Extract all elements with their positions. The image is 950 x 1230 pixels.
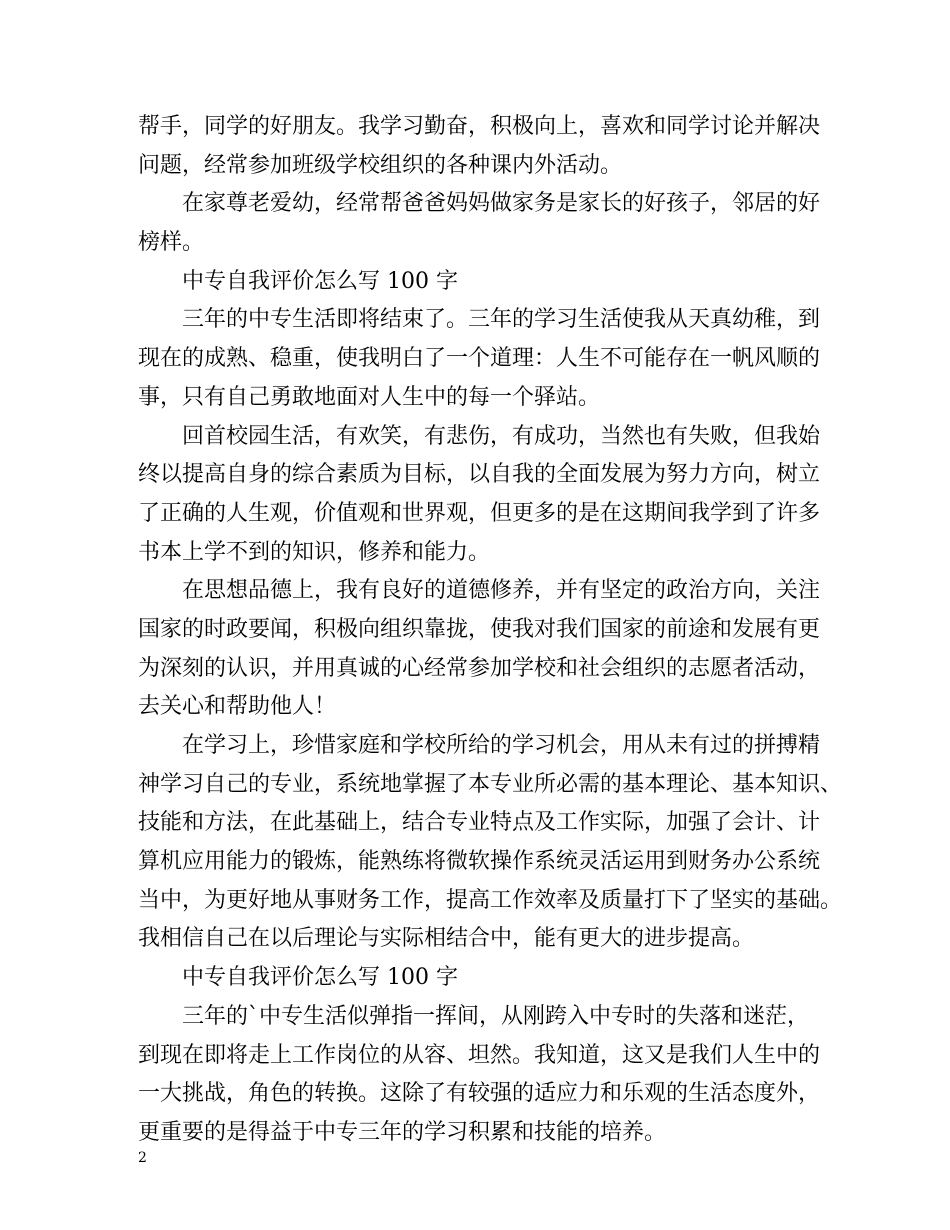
text-line: 问题，经常参加班级学校组织的各种课内外活动。 [138, 152, 623, 178]
text-line: 我相信自己在以后理论与实际相结合中，能有更大的进步提高。 [138, 926, 755, 952]
text-line: 一大挑战，角色的转换。这除了有较强的适应力和乐观的生活态度外， [138, 1081, 821, 1107]
text-line: 去关心和帮助他人！ [138, 694, 337, 720]
text-line: 为深刻的认识，并用真诚的心经常参加学校和社会组织的志愿者活动， [138, 655, 821, 681]
text-line: 三年的`中专生活似弹指一挥间，从刚跨入中专时的失落和迷茫， [182, 1003, 810, 1029]
text-line: 三年的中专生活即将结束了。三年的学习生活使我从天真幼稚，到 [182, 307, 821, 333]
text-line: 在思想品德上，我有良好的道德修养，并有坚定的政治方向，关注 [182, 578, 821, 604]
text-line: 了正确的人生观，价值观和世界观，但更多的是在这期间我学到了许多 [138, 500, 821, 526]
text-line: 终以提高自身的综合素质为目标，以自我的全面发展为努力方向，树立 [138, 462, 821, 488]
text-line: 算机应用能力的锻炼，能熟练将微软操作系统灵活运用到财务办公系统 [138, 849, 821, 875]
text-line: 事，只有自己勇敢地面对人生中的每一个驿站。 [138, 384, 601, 410]
text-line: 书本上学不到的知识，修养和能力。 [138, 539, 491, 565]
text-line: 国家的时政要闻，积极向组织靠拢，使我对我们国家的前途和发展有更 [138, 616, 821, 642]
document-body [138, 108, 843, 1153]
text-line: 技能和方法，在此基础上，结合专业特点及工作实际，加强了会计、计 [138, 810, 821, 836]
text-line: 神学习自己的专业，系统地掌握了本专业所必需的基本理论、基本知识、 [138, 771, 843, 797]
text-line: 当中，为更好地从事财务工作，提高工作效率及质量打下了坚实的基础。 [138, 887, 843, 913]
text-line: 榜样。 [138, 230, 205, 256]
section-heading: 中专自我评价怎么写 100 字 [182, 268, 458, 294]
section-heading: 中专自我评价怎么写 100 字 [182, 965, 458, 991]
text-line: 回首校园生活，有欢笑，有悲伤，有成功，当然也有失败，但我始 [182, 423, 821, 449]
text-line: 在学习上，珍惜家庭和学校所给的学习机会，用从未有过的拼搏精 [182, 733, 821, 758]
text-line: 更重要的是得益于中专三年的学习积累和技能的培养。 [138, 1119, 667, 1145]
text-line: 现在的成熟、稳重，使我明白了一个道理：人生不可能存在一帆风顺的 [138, 346, 821, 372]
page-number: 2 [138, 1150, 147, 1166]
text-line: 帮手，同学的好朋友。我学习勤奋，积极向上，喜欢和同学讨论并解决 [138, 114, 821, 139]
text-line: 在家尊老爱幼，经常帮爸爸妈妈做家务是家长的好孩子，邻居的好 [182, 191, 821, 217]
text-line: 到现在即将走上工作岗位的从容、坦然。我知道，这又是我们人生中的 [138, 1042, 821, 1068]
